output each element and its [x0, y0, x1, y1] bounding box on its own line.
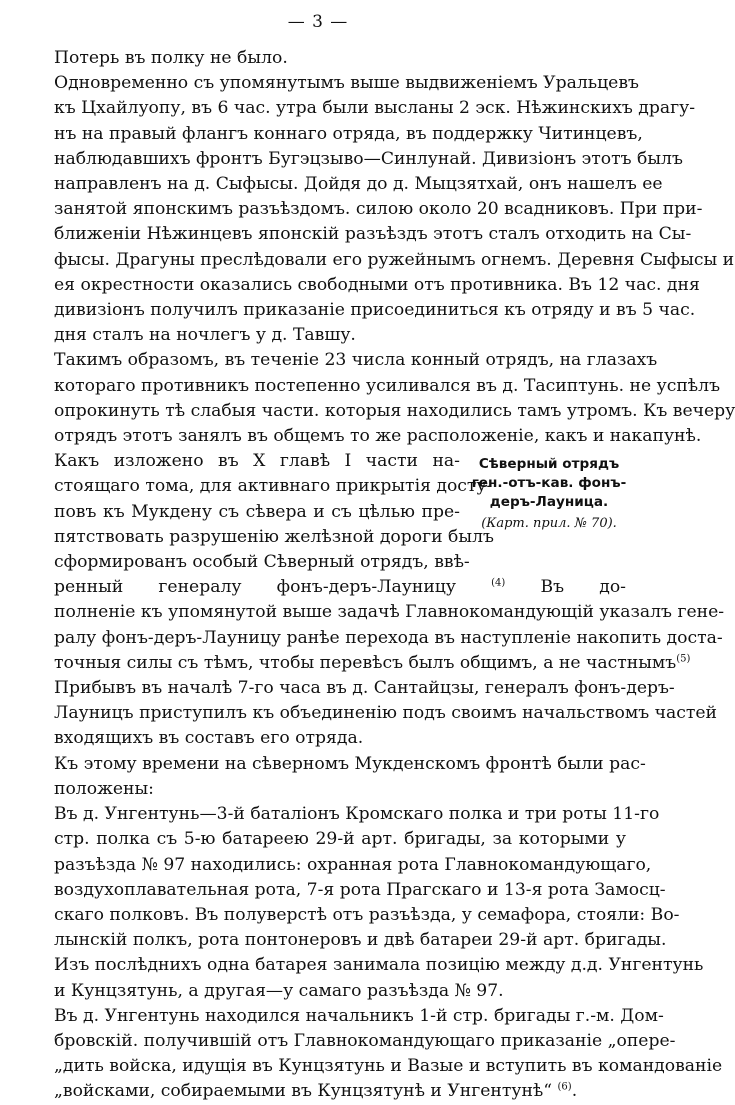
text-line: отрядъ этотъ занялъ въ общемъ то же расположеніе, какъ и накапунѣ.	[54, 426, 702, 447]
text-line: ралу фонъ-деръ-Лауницу ранѣе перехода въ наступленіе накопить доста-	[54, 627, 723, 648]
paragraph-2	[54, 71, 735, 348]
text-line: Какъ изложено въ X главѣ I части на-	[54, 451, 460, 472]
paragraph-6	[54, 752, 646, 802]
text-segment: „войсками, собираемыми въ Кунцзятунѣ и Унгентунѣ“	[54, 1081, 553, 1102]
text-line: Лауницъ приступилъ къ объединенію подъ своимъ начальствомъ частей	[54, 703, 717, 724]
paragraph-7	[54, 802, 704, 1004]
text-line: Одновременно съ упомянутымъ выше выдвиженіемъ Уральцевъ	[54, 73, 639, 94]
paragraph-5	[54, 676, 717, 752]
text-line: повъ къ Мукдену съ сѣвера и съ цѣлью пре-	[54, 501, 460, 522]
text-line: дня сталъ на ночлегъ у д. Тавшу.	[54, 325, 356, 346]
text-line: разъѣзда № 97 находились: охранная рота Главнокомандующаго,	[54, 854, 652, 875]
text-line: положены:	[54, 778, 154, 799]
text-segment: .	[571, 1081, 578, 1102]
text-line: пятствовать разрушенію желѣзной дороги былъ	[54, 526, 494, 547]
text-line: направленъ на д. Сыфысы. Дойдя до д. Мыцзятхай, онъ нашелъ ее	[54, 174, 663, 195]
map-reference: (Карт. прил. № 70).	[481, 516, 617, 532]
body-text	[54, 46, 735, 1105]
text-line	[54, 575, 626, 600]
text-line: Въ д. Унгентунь—3-й баталіонъ Кромскаго полка и три роты 11-го	[54, 804, 660, 825]
paragraph-1	[54, 46, 626, 71]
text-line: и Кунцзятунь, а другая—у самаго разъѣзда № 97.	[54, 980, 504, 1001]
text-line: занятой японскимъ разъѣздомъ. силою около 20 всадниковъ. При при-	[54, 199, 703, 220]
text-line: бровскій. получившій отъ Главнокомандующаго приказаніе „опере-	[54, 1030, 676, 1051]
text-line: Потерь въ полку не было.	[54, 48, 288, 68]
paragraph-3	[54, 348, 735, 449]
text-line	[54, 1079, 626, 1104]
paragraph-4-continued	[54, 575, 725, 676]
text-line: „дить войска, идущія въ Кунцзятунь и Вазые и вступить въ командованіе	[54, 1056, 723, 1077]
text-line: стоящаго тома, для активнаго прикрытія досту-	[54, 476, 493, 497]
paragraph-with-sidenote	[54, 449, 626, 575]
paragraph-8	[54, 1004, 723, 1105]
text-line: лынскій полкъ, рота понтонеровъ и двѣ батареи 29-й арт. бригады.	[54, 930, 667, 951]
text-line: стр. полка съ 5-ю батареею 29-й арт. бригады, за которыми у	[54, 829, 626, 850]
text-segment: точныя силы съ тѣмъ, чтобы перевѣсъ былъ общимъ, а не частнымъ	[54, 652, 677, 673]
text-line: фысы. Драгуны преслѣдовали его ружейнымъ огнемъ. Деревня Сыфысы и	[54, 249, 735, 270]
text-segment: Въ до-	[540, 577, 626, 598]
text-line: скаго полковъ. Въ полуверстѣ отъ разъѣзда, у семафора, стояли: Во-	[54, 904, 680, 925]
page-number: — 3 —	[287, 12, 349, 32]
margin-note-title: Сѣверный отрядъ ген.-отъ-кав. фонъ-деръ-Лауница.	[471, 456, 627, 511]
text-line: Къ этому времени на сѣверномъ Мукденскомъ фронтѣ были рас-	[54, 753, 646, 774]
text-line	[54, 651, 691, 676]
text-line: Прибывъ въ началѣ 7-го часа въ д. Сантайцзы, генералъ фонъ-деръ-	[54, 678, 675, 699]
text-line: къ Цхайлуопу, въ 6 час. утра были высланы 2 эск. Нѣжинскихъ драгу-	[54, 98, 696, 119]
text-line: полненіе къ упомянутой выше задачѣ Главнокомандующій указалъ гене-	[54, 602, 725, 623]
footnote-marker-5: (5)	[676, 653, 691, 665]
text-line: входящихъ въ составъ его отряда.	[54, 728, 364, 749]
text-line: опрокинуть тѣ слабыя части. которыя находились тамъ утромъ. Къ вечеру	[54, 400, 735, 421]
text-line: Въ д. Унгентунь находился начальникъ 1-й стр. бригады г.-м. Дом-	[54, 1005, 664, 1026]
text-line: котораго противникъ постепенно усиливался въ д. Тасиптунь. не успѣлъ	[54, 375, 721, 396]
paragraph-4-main	[54, 449, 494, 575]
text-line: воздухоплавательная рота, 7-я рота Прагскаго и 13-я рота Замосц-	[54, 879, 666, 900]
text-line: сформированъ особый Сѣверный отрядъ, ввѣ-	[54, 552, 470, 573]
margin-note	[460, 449, 632, 533]
text-line: ея окрестности оказались свободными отъ противника. Въ 12 час. дня	[54, 274, 700, 295]
text-line: дивизіонъ получилъ приказаніе присоединиться къ отряду и въ 5 час.	[54, 300, 696, 321]
text-line: ближеніи Нѣжинцевъ японскій разъѣздъ этотъ сталъ отходить на Сы-	[54, 224, 692, 245]
text-line: нъ на правый флангъ коннаго отряда, въ поддержку Читинцевъ,	[54, 123, 643, 144]
footnote-marker-4: (4)	[491, 577, 506, 589]
text-line: наблюдавшихъ фронтъ Бугэцзыво—Синлунай. Дивизіонъ этотъ былъ	[54, 148, 683, 169]
text-segment: ренный генералу фонъ-деръ-Лауницу	[54, 577, 456, 598]
text-line: Изъ послѣднихъ одна батарея занимала позицію между д.д. Унгентунь	[54, 955, 704, 976]
text-line: Такимъ образомъ, въ теченіе 23 числа конный отрядъ, на глазахъ	[54, 350, 658, 371]
footnote-marker-6: (6)	[557, 1081, 572, 1093]
